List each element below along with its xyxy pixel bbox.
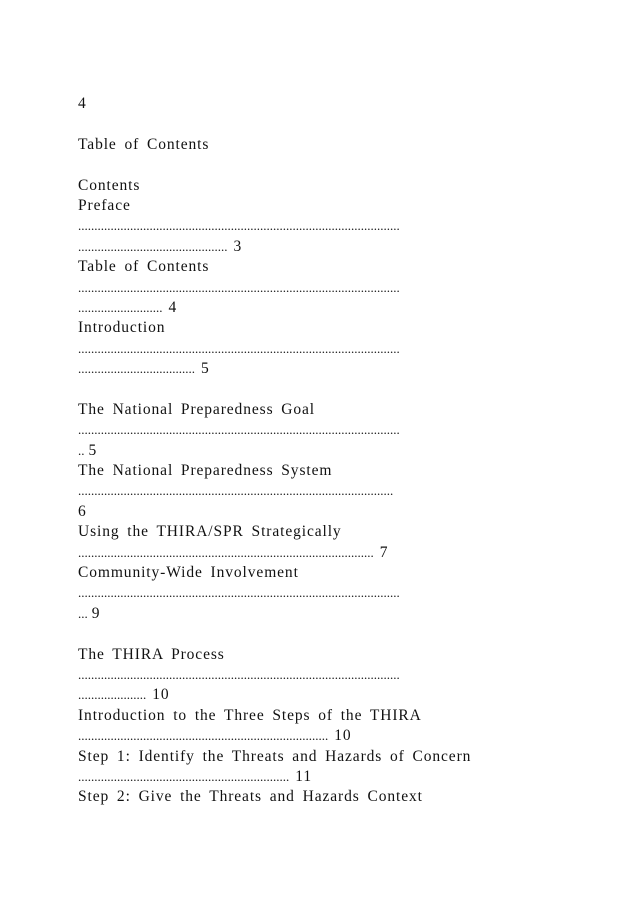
toc-entry-dots: ................................................................. — [78, 768, 290, 784]
spacer — [78, 624, 568, 644]
toc-entry-dots: ........................................................................................... — [78, 544, 374, 560]
toc-entry-title: Using the THIRA/SPR Strategically — [78, 523, 342, 541]
toc-entry-title: Community-Wide Involvement — [78, 563, 299, 581]
document-page — [78, 94, 568, 808]
toc-entry-dots: ... — [78, 605, 88, 621]
toc-entry-page: 6 — [78, 502, 87, 520]
toc-entry-page: 4 — [168, 298, 178, 316]
spacer — [78, 379, 568, 399]
toc-entry-page: 5 — [201, 360, 210, 378]
toc-entry-title: The National Preparedness System — [78, 462, 333, 480]
toc-entry-dots: ............................................................................. — [78, 728, 329, 744]
toc-heading: Table of Contents — [78, 135, 210, 153]
toc-entry-page: 9 — [91, 604, 101, 622]
toc-entry-dots: .................................... — [78, 361, 195, 377]
toc-entry-dots: .. — [78, 442, 85, 458]
toc-entry-title: Step 1: Identify the Threats and Hazards of Concern — [78, 747, 472, 765]
toc-entry-dots: ................................................................................................... — [78, 585, 400, 601]
toc-entry-dots: ................................................................................................. — [78, 483, 394, 499]
spacer — [78, 155, 568, 175]
toc-entry-dots: ..................... — [78, 687, 147, 703]
toc-entry-dots: .......................... — [78, 299, 163, 315]
spacer — [78, 114, 568, 134]
toc-entry-page: 11 — [295, 767, 312, 785]
toc-entry-title: Table of Contents — [78, 258, 210, 276]
toc-entry-dots: ................................................................................................... — [78, 218, 400, 234]
toc-entry-dots: .............................................. — [78, 238, 228, 254]
toc-entry-page: 10 — [334, 727, 352, 745]
toc-entry-page: 10 — [152, 686, 170, 704]
toc-entry-dots: ................................................................................................... — [78, 422, 400, 438]
toc-entry-page: 3 — [233, 237, 243, 255]
toc-entry-title: Introduction — [78, 319, 166, 337]
toc-entry-dots: ................................................................................................... — [78, 340, 400, 356]
toc-entry-page: 7 — [379, 543, 389, 561]
toc-entry-dots: ................................................................................................... — [78, 666, 400, 682]
toc-entry-title: Preface — [78, 196, 131, 214]
contents-label: Contents — [78, 176, 141, 194]
page-number: 4 — [78, 95, 87, 112]
toc-entry-page: 5 — [88, 441, 98, 459]
toc-entry-title: Introduction to the Three Steps of the THIRA — [78, 706, 422, 724]
toc-entry-title: The National Preparedness Goal — [78, 400, 316, 418]
toc-entry-title: Step 2: Give the Threats and Hazards Context — [78, 788, 423, 806]
toc-entry-dots: ................................................................................................... — [78, 279, 400, 295]
toc-entry-title: The THIRA Process — [78, 645, 225, 663]
